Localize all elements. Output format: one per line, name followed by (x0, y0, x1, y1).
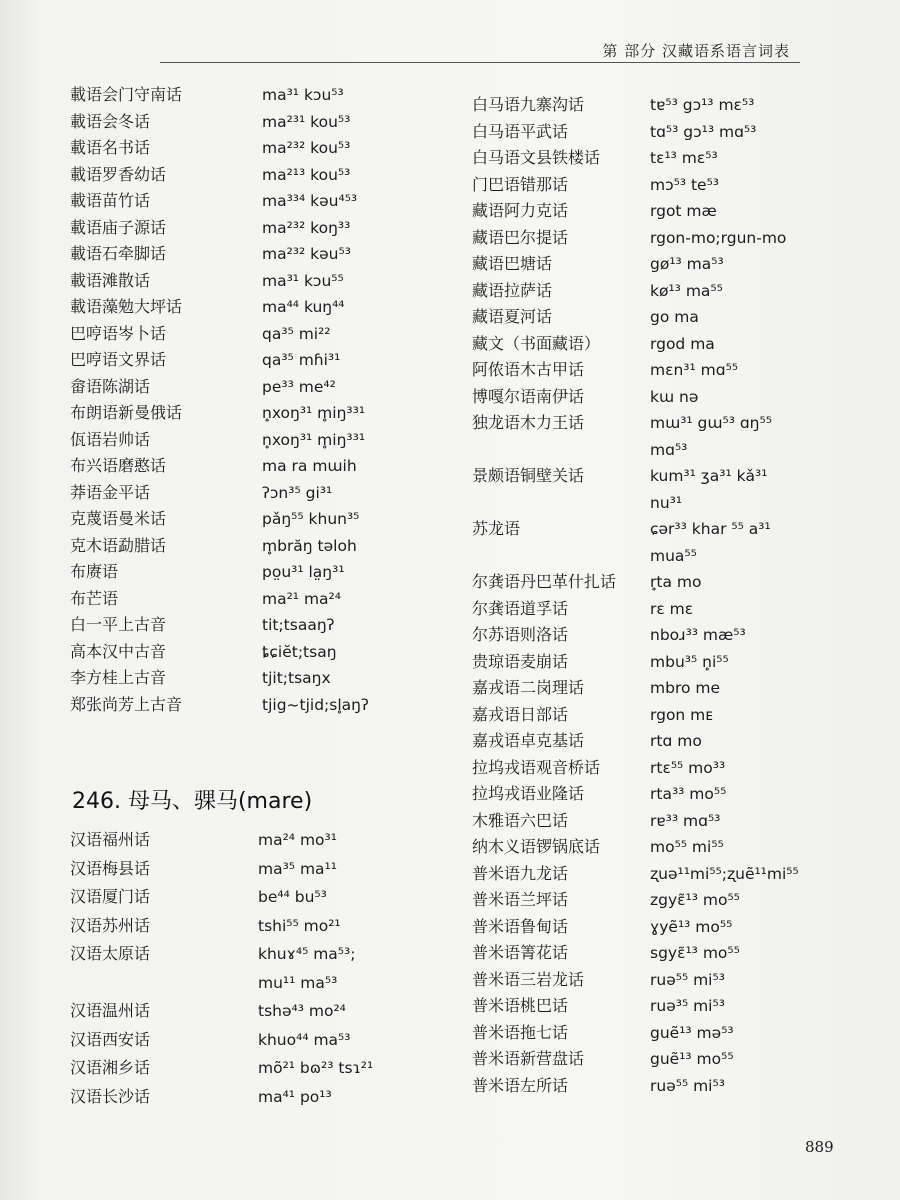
dialect-name: 藏语阿力克话 (472, 201, 569, 220)
dialect-name: 汉语西安话 (70, 1029, 151, 1049)
ipa-transcription: mu¹¹ ma⁵³ (258, 973, 338, 992)
dialect-name: 汉语厦门话 (70, 887, 151, 906)
dialect-name: 載语藻勉大坪话 (70, 297, 183, 316)
ipa-transcription: rɐ³³ mɑ⁵³ (650, 811, 721, 830)
ipa-transcription: m̥brăŋ təloh (262, 536, 357, 555)
dialect-name: 載语庙子源话 (70, 217, 167, 237)
dialect-name: 汉语温州话 (70, 1001, 151, 1020)
dialect-name: 独龙语木力王话 (472, 413, 585, 432)
ipa-transcription: kɯ nə (650, 387, 699, 406)
ipa-transcription: ruə³⁵ mi⁵³ (650, 997, 725, 1015)
ipa-transcription: ma ra mɯih (262, 457, 357, 475)
dialect-name: 載语名书话 (70, 138, 151, 157)
dialect-name: 汉语太原话 (70, 944, 151, 963)
dialect-name: 李方桂上古音 (70, 668, 167, 687)
dialect-name: 克木语勐腊话 (70, 535, 167, 555)
word-entry-row (70, 855, 400, 884)
word-entry-row (472, 92, 852, 119)
page-number: 889 (805, 1138, 834, 1156)
ipa-transcription: sgyɛ̃¹³ mo⁵⁵ (650, 944, 740, 962)
dialect-name: 藏语拉萨话 (472, 280, 553, 300)
ipa-transcription: nu³¹ (650, 493, 683, 512)
dialect-name: 載语会门守南话 (70, 85, 183, 104)
word-entry-row (472, 781, 852, 808)
word-entry-row (472, 198, 852, 225)
word-entry-row (70, 969, 400, 998)
word-entry-row (472, 410, 852, 437)
ipa-transcription: ma³¹ kɔu⁵³ (262, 86, 344, 104)
ipa-transcription: tɑ⁵³ gɔ¹³ mɑ⁵³ (650, 122, 757, 141)
word-entry-row (70, 135, 400, 162)
ipa-transcription: zgyɛ̃¹³ mo⁵⁵ (650, 891, 740, 909)
ipa-transcription: mbu³⁵ n̥i⁵⁵ (650, 652, 729, 671)
dialect-name: 白马语平武话 (472, 121, 569, 141)
dialect-name: 普米语拖七话 (472, 1022, 569, 1042)
ipa-transcription: tjit;tsaŋx (262, 669, 331, 687)
dialect-name: 尔龚语丹巴革什扎话 (472, 572, 617, 591)
word-entry-row (70, 400, 400, 427)
word-entry-row (70, 1054, 400, 1083)
ipa-transcription: ma²³² kou⁵³ (262, 139, 351, 157)
word-entry-row (472, 357, 852, 384)
word-entry-row (472, 728, 852, 755)
section-title: 246. 母马、骒马(mare) (72, 789, 313, 814)
dialect-name: 嘉戎语日部话 (472, 704, 569, 724)
word-entry-row (472, 145, 852, 172)
dialect-name: 郑张尚芳上古音 (70, 694, 183, 714)
dialect-name: 拉坞戎语观音桥话 (472, 757, 601, 777)
ipa-transcription: ma⁴¹ po¹³ (258, 1087, 332, 1106)
ipa-transcription: qa³⁵ mi²² (262, 324, 331, 343)
word-entry-row (70, 1083, 400, 1112)
word-entry-row (472, 569, 852, 596)
dialect-name: 載语会冬话 (70, 111, 151, 131)
dialect-name: 普米语九龙话 (472, 863, 569, 883)
dialect-name: 普米语兰坪话 (472, 890, 569, 909)
ipa-transcription: tɛ¹³ mɛ⁵³ (650, 149, 718, 167)
ipa-transcription: rta³³ mo⁵⁵ (650, 785, 727, 803)
word-entry-row (70, 215, 400, 242)
word-entry-row (70, 321, 400, 348)
dialect-name: 布朗语新曼俄话 (70, 403, 183, 422)
word-entry-row (70, 639, 400, 666)
ipa-transcription: mɯ³¹ gɯ⁵³ ɑŋ⁵⁵ (650, 414, 772, 432)
dialect-name: 藏语巴塘话 (472, 254, 553, 273)
dialect-name: 布芒语 (70, 588, 119, 608)
dialect-name: 普米语左所话 (472, 1075, 569, 1095)
dialect-name: 景颇语铜壁关话 (472, 466, 585, 485)
word-entry-row (472, 304, 852, 331)
dialect-name: 佤语岩帅话 (70, 429, 151, 449)
dialect-name: 纳木义语锣锅底话 (472, 837, 601, 856)
word-entry-row (472, 887, 852, 914)
ipa-transcription: pe³³ me⁴² (262, 377, 336, 396)
ipa-transcription: ruə⁵⁵ mi⁵³ (650, 1076, 725, 1095)
word-entry-row (472, 649, 852, 676)
word-entry-row (472, 940, 852, 967)
dialect-name: 汉语长沙话 (70, 1086, 151, 1106)
dialect-name: 阿侬语木古甲话 (472, 360, 585, 379)
dialect-name: 白一平上古音 (70, 615, 167, 634)
ipa-transcription: po̤u³¹ la̤ŋ³¹ (262, 563, 345, 581)
dialect-name: 汉语苏州话 (70, 915, 151, 935)
dialect-name: 白马语文县铁楼话 (472, 148, 601, 167)
word-entry-row (472, 172, 852, 199)
ipa-transcription: mɑ⁵³ (650, 440, 688, 459)
word-entry-row (472, 993, 852, 1020)
word-entry-row (70, 940, 400, 969)
word-entry-row (70, 162, 400, 189)
dialect-name: 博嘎尔语南伊话 (472, 386, 585, 406)
dialect-name: 巴哼语文界话 (70, 350, 167, 369)
word-entry-row (70, 559, 400, 586)
word-entry-row (70, 241, 400, 268)
dialect-name: 汉语湘乡话 (70, 1058, 151, 1077)
ipa-transcription: khuɤ⁴⁵ ma⁵³; (258, 945, 356, 963)
word-entry-row (472, 702, 852, 729)
word-entry-row (70, 665, 400, 692)
ipa-transcription: tshi⁵⁵ mo²¹ (258, 916, 341, 935)
dialect-name: 普米语鲁甸话 (472, 916, 569, 936)
dialect-name: 白马语九寨沟话 (472, 95, 585, 114)
ipa-transcription: go ma (650, 308, 699, 326)
ipa-transcription: tit;tsaaŋʔ (262, 616, 335, 634)
word-entry-row (472, 1046, 852, 1073)
dialect-name: 載语滩散话 (70, 270, 151, 290)
word-entry-row (70, 82, 400, 109)
ipa-transcription: ma³⁵ ma¹¹ (258, 859, 337, 878)
dialect-name: 載语石牵脚话 (70, 244, 167, 263)
word-entry-row (70, 506, 400, 533)
ipa-transcription: guẽ¹³ mo⁵⁵ (650, 1050, 734, 1068)
dialect-name: 普米语桃巴话 (472, 996, 569, 1015)
ipa-transcription: r̥ta mo (650, 573, 702, 591)
ipa-transcription: mo⁵⁵ mi⁵⁵ (650, 838, 724, 856)
ipa-transcription: mõ²¹ bɷ²³ tsɿ²¹ (258, 1059, 374, 1077)
dialect-name: 畲语陈湖话 (70, 376, 151, 396)
word-entry-row (472, 1020, 852, 1047)
word-entry-row (70, 826, 400, 855)
dialect-name: 贵琼语麦崩话 (472, 651, 569, 671)
dialect-name: 尔龚语道孚话 (472, 598, 569, 618)
word-entry-row (472, 596, 852, 623)
ipa-transcription: mɔ⁵³ te⁵³ (650, 175, 720, 194)
ipa-transcription: ʐuə¹¹mi⁵⁵;ʐuẽ¹¹mi⁵⁵ (650, 864, 799, 883)
ipa-transcription: ruə⁵⁵ mi⁵³ (650, 970, 725, 989)
ipa-transcription: tjig~tjid;sl̥aŋʔ (262, 695, 369, 714)
ipa-transcription: guẽ¹³ mə⁵³ (650, 1023, 734, 1042)
dialect-name: 藏语巴尔提话 (472, 227, 569, 247)
ipa-transcription: rtɛ⁵⁵ mo³³ (650, 758, 726, 777)
word-entry-row (472, 914, 852, 941)
word-entry-row (472, 384, 852, 411)
ipa-transcription: ma²³¹ kou⁵³ (262, 112, 351, 131)
ipa-transcription: n̥xoŋ³¹ m̥iŋ³³¹ (262, 404, 366, 422)
dialect-name: 嘉戎语卓克基话 (472, 731, 585, 750)
dialect-name: 普米语新营盘话 (472, 1049, 585, 1068)
dialect-name: 拉坞戎语业隆话 (472, 784, 585, 803)
ipa-transcription: ma²¹ ma²⁴ (262, 589, 341, 608)
ipa-transcription: rgon-mo;rgun-mo (650, 228, 787, 247)
dialect-name: 木雅语六巴话 (472, 810, 569, 830)
word-entry-row (70, 109, 400, 136)
word-entry-row (472, 967, 852, 994)
ipa-transcription: ma²⁴ mo³¹ (258, 831, 337, 849)
ipa-transcription: ȶɕiĕt;tsaŋ (262, 642, 337, 661)
ipa-transcription: pǎŋ⁵⁵ khun³⁵ (262, 510, 360, 528)
dialect-name: 门巴语错那话 (472, 174, 569, 194)
dialect-name: 布赓语 (70, 562, 119, 581)
word-entry-row (70, 453, 400, 480)
word-entry-row (70, 883, 400, 912)
word-entry-row (472, 119, 852, 146)
dialect-name: 載语苗竹话 (70, 191, 151, 210)
word-entry-row (70, 268, 400, 295)
dialect-name: 藏语夏河话 (472, 307, 553, 326)
ipa-transcription: gø¹³ ma⁵³ (650, 255, 724, 273)
dialect-name: 尔苏语则洛话 (472, 625, 569, 644)
word-entry-row (472, 437, 852, 464)
ipa-transcription: ma⁴⁴ kuŋ⁴⁴ (262, 298, 345, 316)
ipa-transcription: ɣyẽ¹³ mo⁵⁵ (650, 917, 733, 936)
word-entry-row (472, 622, 852, 649)
running-header: 第 部分 汉藏语系语言词表 (602, 42, 790, 60)
word-entry-row (70, 294, 400, 321)
ipa-transcription: rgot mæ (650, 202, 717, 220)
ipa-transcription: ʔɔn³⁵ gi³¹ (262, 483, 333, 502)
ipa-transcription: ɕər³³ khar ⁵⁵ a³¹ (650, 520, 771, 538)
dialect-name: 藏文（书面藏语） (472, 333, 601, 353)
dialect-name: 普米语三岩龙话 (472, 969, 585, 989)
dialect-name: 載语罗香幼话 (70, 164, 167, 184)
ipa-transcription: tshə⁴³ mo²⁴ (258, 1002, 346, 1020)
word-entry-row (472, 251, 852, 278)
word-entry-row (472, 225, 852, 252)
header-rule (160, 62, 800, 63)
word-entry-row (472, 755, 852, 782)
right-word-list (472, 92, 852, 1099)
word-entry-row (70, 533, 400, 560)
word-entry-row (70, 1026, 400, 1055)
word-entry-row (70, 347, 400, 374)
ipa-transcription: be⁴⁴ bu⁵³ (258, 888, 327, 906)
ipa-transcription: qa³⁵ mɦi³¹ (262, 351, 341, 369)
word-entry-row (472, 463, 852, 490)
dialect-name: 苏龙语 (472, 519, 521, 538)
ipa-transcription: nboɹ³³ mæ⁵³ (650, 626, 746, 644)
ipa-transcription: mɛn³¹ mɑ⁵⁵ (650, 361, 739, 379)
word-entry-row (472, 1073, 852, 1100)
ipa-transcription: ma²³² koŋ³³ (262, 218, 351, 237)
word-entry-row (70, 586, 400, 613)
word-entry-row (472, 834, 852, 861)
ipa-transcription: rgod ma (650, 334, 715, 353)
dialect-name: 克蔑语曼米话 (70, 509, 167, 528)
dialect-name: 高本汉中古音 (70, 641, 167, 661)
word-entry-row (70, 480, 400, 507)
word-entry-row (472, 808, 852, 835)
dialect-name: 汉语福州话 (70, 830, 151, 849)
word-entry-row (70, 188, 400, 215)
word-entry-row (70, 427, 400, 454)
word-entry-row (70, 612, 400, 639)
ipa-transcription: kum³¹ ʒa³¹ kǎ³¹ (650, 467, 768, 485)
ipa-transcription: mbro me (650, 679, 721, 697)
ipa-transcription: kø¹³ ma⁵⁵ (650, 281, 723, 300)
ipa-transcription: tɐ⁵³ gɔ¹³ mɛ⁵³ (650, 96, 755, 114)
dialect-name: 汉语梅县话 (70, 858, 151, 878)
word-entry-row (472, 490, 852, 517)
dialect-name: 普米语箐花话 (472, 943, 569, 962)
dialect-name: 布兴语磨憨话 (70, 456, 167, 475)
word-entry-row (70, 912, 400, 941)
ipa-transcription: ma³¹ kɔu⁵⁵ (262, 271, 344, 290)
ipa-transcription: rɛ mɛ (650, 599, 694, 618)
ipa-transcription: rtɑ mo (650, 732, 702, 750)
word-entry-row (472, 331, 852, 358)
word-entry-row (70, 692, 400, 719)
dialect-name: 嘉戎语二岗理话 (472, 678, 585, 697)
ipa-transcription: khuo⁴⁴ ma⁵³ (258, 1030, 351, 1049)
ipa-transcription: n̥xoŋ³¹ m̥iŋ³³¹ (262, 430, 366, 449)
ipa-transcription: rgon mᴇ (650, 705, 713, 724)
ipa-transcription: ma²¹³ kou⁵³ (262, 165, 351, 184)
ipa-transcription: ma²³² kəu⁵³ (262, 245, 351, 263)
dialect-name: 巴哼语岑卜话 (70, 323, 167, 343)
word-entry-row (472, 516, 852, 543)
word-entry-row (70, 997, 400, 1026)
left-word-list (70, 82, 400, 718)
ipa-transcription: mua⁵⁵ (650, 546, 697, 565)
ipa-transcription: ma³³⁴ kəu⁴⁵³ (262, 192, 358, 210)
word-entry-row (472, 278, 852, 305)
word-entry-row (70, 374, 400, 401)
dialect-name: 莽语金平话 (70, 482, 151, 502)
word-entry-row (472, 861, 852, 888)
word-entry-row (472, 675, 852, 702)
section-246-word-list (70, 826, 400, 1111)
word-entry-row (472, 543, 852, 570)
